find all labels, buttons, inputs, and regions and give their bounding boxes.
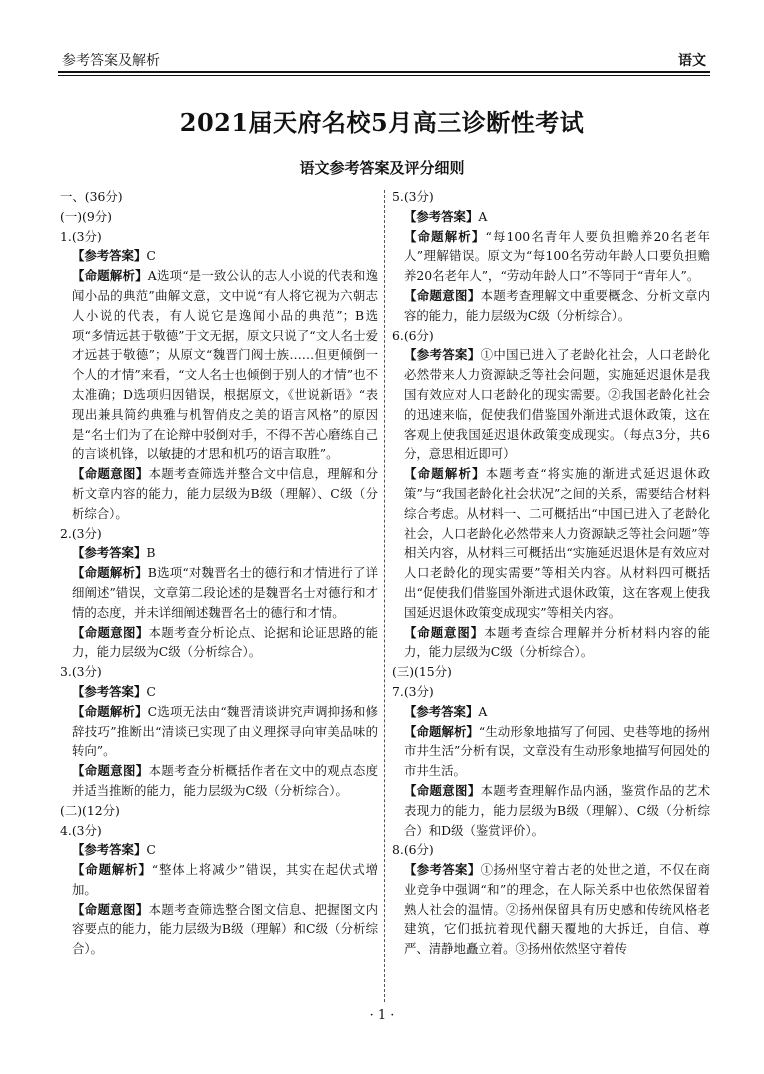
section-heading xyxy=(60,207,378,227)
paragraph-tag: 【命题解析】 xyxy=(404,466,486,482)
section-heading xyxy=(392,326,710,346)
answer-paragraph xyxy=(60,266,378,464)
paragraph-text: (一)(9分) xyxy=(60,208,113,224)
paragraph-text: “每100名青年人要负担赡养20名老年人”理解错误。原文为“每100名劳动年龄人口要负担赡养20名老年人”，“劳动年龄人口”不等同于“青年人”。 xyxy=(404,228,710,284)
paragraph-tag: 【命题意图】 xyxy=(404,782,481,798)
answer-paragraph xyxy=(60,761,378,801)
paragraph-tag: 【参考答案】 xyxy=(404,208,479,224)
paragraph-tag: 【命题意图】 xyxy=(404,624,485,640)
right-column xyxy=(392,187,710,959)
answer-paragraph xyxy=(392,286,710,326)
paragraph-text: B xyxy=(146,545,156,561)
paragraph-text: 本题考查筛选并整合文中信息，理解和分析文章内容的能力，能力层级为B级（理解）、C级（分析综合）。 xyxy=(72,466,378,521)
paragraph-tag: 【命题解析】 xyxy=(72,862,152,878)
paragraph-text: 本题考查分析论点、论据和论证思路的能力，能力层级为C级（分析综合）。 xyxy=(72,624,378,660)
answer-paragraph xyxy=(60,246,378,266)
answer-paragraph xyxy=(392,860,710,959)
paragraph-text: 本题考查分析概括作者在文中的观点态度并适当推断的能力，能力层级为C级（分析综合）。 xyxy=(72,763,378,798)
section-heading xyxy=(60,821,378,841)
paragraph-tag: 【参考答案】 xyxy=(72,842,147,858)
paragraph-tag: 【参考答案】 xyxy=(404,347,481,363)
paragraph-text: ①中国已进入了老龄化社会，人口老龄化必然带来人力资源缺乏等社会问题，实施延迟退休是我国有效应对人口老龄化的现实需要。②我国老龄化社会的迅速来临，促使我们借鉴国外渐进式退休政策，这在客观上使我国延迟退休政策变成现实。（每点3分，共6分，意思相近即可） xyxy=(404,347,710,462)
paragraph-text: (二)(12分) xyxy=(60,802,120,818)
paragraph-text: 5.(3分) xyxy=(392,189,434,204)
paragraph-tag: 【命题解析】 xyxy=(72,703,148,719)
answer-paragraph xyxy=(60,563,378,622)
paragraph-text: “整体上将减少”错误，其实在起伏式增加。 xyxy=(72,862,379,897)
answer-paragraph xyxy=(60,840,378,860)
section-heading xyxy=(60,227,378,247)
paragraph-text: 本题考查理解作品内涵，鉴赏作品的艺术表现力的能力，能力层级为B级（理解）、C级（分析综合）和D级（鉴赏评价）。 xyxy=(404,782,710,838)
answer-paragraph xyxy=(60,623,378,663)
paragraph-tag: 【参考答案】 xyxy=(72,248,147,264)
header-rule xyxy=(58,71,710,73)
header-subject-label: 语文 xyxy=(678,53,706,69)
answer-paragraph xyxy=(60,464,378,523)
answer-paragraph xyxy=(392,722,710,781)
paragraph-text: (三)(15分) xyxy=(392,664,452,680)
paragraph-tag: 【命题意图】 xyxy=(72,763,149,779)
paragraph-text: 本题考查筛选整合图文信息、把握图文内容要点的能力，能力层级为B级（理解）和C级（分析综合）。 xyxy=(72,901,378,957)
section-heading xyxy=(60,801,378,821)
paragraph-text: C xyxy=(146,683,156,699)
paragraph-text: C xyxy=(146,842,156,858)
answer-paragraph xyxy=(60,900,378,959)
page-header xyxy=(58,46,710,76)
answer-paragraph xyxy=(392,207,710,227)
answer-paragraph xyxy=(392,464,710,622)
paragraph-text: 6.(6分) xyxy=(392,327,434,343)
paragraph-text: 1.(3分) xyxy=(60,228,102,244)
page-number: · 1 · xyxy=(369,1008,395,1023)
paragraph-text: B选项“对魏晋名士的德行和才情进行了详细阐述”错误，文章第二段论述的是魏晋名士对德行和才情的态度，并未详细阐述魏晋名士的德行和才情。 xyxy=(72,565,378,620)
header-left-label: 参考答案及解析 xyxy=(62,53,160,69)
paragraph-text: 8.(6分) xyxy=(392,842,434,858)
section-heading xyxy=(60,187,378,207)
paragraph-tag: 【参考答案】 xyxy=(404,703,479,719)
paragraph-text: 本题考查综合理解并分析材料内容的能力，能力层级为C级（分析综合）。 xyxy=(404,624,711,660)
paragraph-tag: 【参考答案】 xyxy=(404,862,481,878)
paragraph-text: 本题考查理解文中重要概念、分析文章内容的能力，能力层级为C级（分析综合）。 xyxy=(404,287,710,323)
answer-paragraph xyxy=(60,860,378,900)
answer-paragraph xyxy=(392,345,710,464)
paragraph-tag: 【命题意图】 xyxy=(72,624,149,640)
paragraph-text: 7.(3分) xyxy=(392,683,434,699)
answer-paragraph xyxy=(392,623,710,663)
paragraph-text: 本题考查“将实施的渐进式延迟退休政策”与“我国老龄化社会状况”之间的关系，需要结合材料综合考虑。从材料一、二可概括出“中国已进入了老龄化社会，人口老龄化必然带来人力资源缺乏等社会问题”等相关内容，从材料三可概括出“实施延迟退休是有效应对人口老龄化的现实需要”等相关内容。从材料四可概括出“促使我们借鉴国外渐进式退休政策，这在客观上使我国延迟退休政策变成现实”等相关内容。 xyxy=(404,466,711,620)
paragraph-text: C xyxy=(146,248,156,264)
column-divider xyxy=(384,190,385,1002)
section-heading xyxy=(392,840,710,860)
paragraph-tag: 【命题解析】 xyxy=(72,268,148,284)
answer-paragraph xyxy=(60,543,378,563)
section-heading xyxy=(392,187,710,207)
section-heading xyxy=(392,662,710,682)
paragraph-tag: 【命题解析】 xyxy=(404,228,486,244)
paragraph-tag: 【命题意图】 xyxy=(72,901,149,917)
paragraph-tag: 【参考答案】 xyxy=(72,683,147,699)
answer-paragraph xyxy=(60,702,378,761)
paragraph-text: A xyxy=(478,703,488,719)
paragraph-text: 4.(3分) xyxy=(60,822,102,838)
section-heading xyxy=(60,524,378,544)
left-column xyxy=(60,187,378,959)
section-heading xyxy=(60,662,378,682)
paragraph-text: A选项“是一致公认的志人小说的代表和逸闻小品的典范”曲解文意，文中说“有人将它视为六朝志人小说的代表，有人说它是逸闻小品的典范”；B选项“多情远甚于敬德”于文无据，原文只说了“文人名士爱才远甚于敬德”；从原文“魏晋门阀士族……但更倾倒一个人的才情”来看，“文人名士也倾倒于别人的才情”也不太准确；D选项归因错误，根据原文，《世说新语》“表现出兼具简约典雅与机智俏皮之美的语言风格”的原因是“名士们为了在论辩中驳倒对手，不得不苦心磨练自己的言谈机锋，以敏捷的才思和机巧的语言取胜”。 xyxy=(72,268,378,462)
paragraph-text: ①扬州坚守着古老的处世之道，不仅在商业竞争中强调“和”的理念，在人际关系中也依然保留着熟人社会的温情。②扬州保留具有历史感和传统风格老建筑，它们抵抗着现代翻天覆地的大拆迁，自信、尊严、清静地矗立着。③扬州依然坚守着传 xyxy=(404,862,710,957)
answer-paragraph xyxy=(60,682,378,702)
paragraph-text: C选项无法由“魏晋清谈讲究声调抑扬和修辞技巧”推断出“清谈已实现了由义理探寻向审美品味的转向”。 xyxy=(72,703,378,759)
paragraph-tag: 【参考答案】 xyxy=(72,545,147,561)
page-subtitle: 语文参考答案及评分细则 xyxy=(299,159,465,177)
paragraph-text: 一、(36分) xyxy=(60,189,123,204)
paragraph-tag: 【命题解析】 xyxy=(404,723,479,739)
answer-paragraph xyxy=(392,702,710,722)
section-heading xyxy=(392,682,710,702)
paragraph-tag: 【命题意图】 xyxy=(404,287,481,303)
paragraph-text: 3.(3分) xyxy=(60,664,102,680)
paragraph-tag: 【命题意图】 xyxy=(72,466,149,482)
paragraph-text: “生动形象地描写了何园、史巷等地的扬州市井生活”分析有误，文章没有生动形象地描写何园处的市井生活。 xyxy=(404,723,710,779)
page-title: 2021届天府名校5月高三诊断性考试 xyxy=(179,108,585,137)
paragraph-text: A xyxy=(478,208,488,224)
answer-paragraph xyxy=(392,781,710,840)
header-rule-thin xyxy=(58,75,710,76)
answer-paragraph xyxy=(392,227,710,286)
paragraph-tag: 【命题解析】 xyxy=(72,565,148,581)
paragraph-text: 2.(3分) xyxy=(60,525,102,541)
